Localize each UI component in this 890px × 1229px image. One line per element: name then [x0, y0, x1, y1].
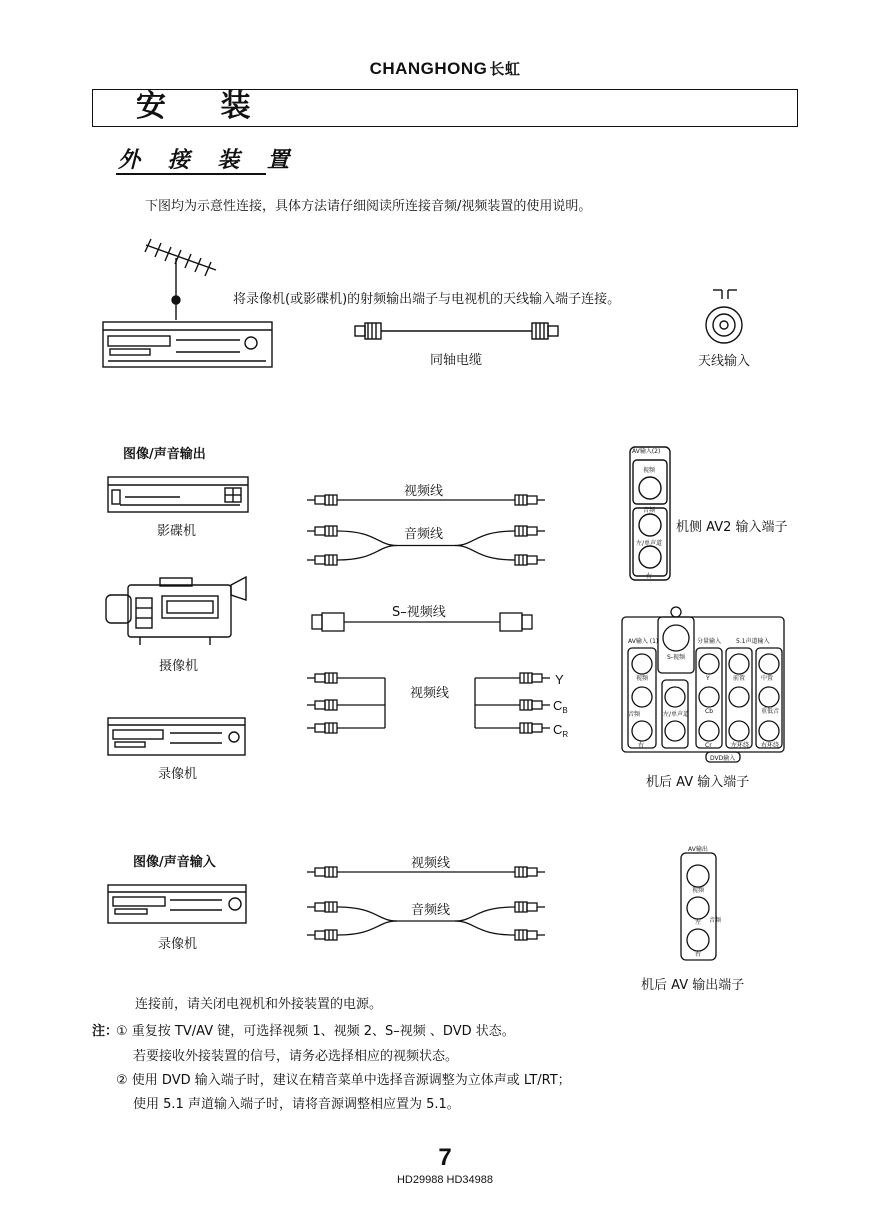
rear-surround-label: 5.1声道输入	[736, 638, 770, 645]
vcr-icon-input	[108, 885, 246, 923]
audio-cable-r1-grip	[515, 526, 527, 536]
video-cable-left-body	[315, 496, 325, 504]
component-right-1-body	[532, 701, 542, 709]
in-video-cable-right-grip	[515, 867, 527, 877]
video-cable-label: 视频线	[404, 484, 444, 499]
section-title: 安 装	[136, 89, 273, 124]
dvd-player-label: 影碟机	[157, 524, 197, 539]
antenna-input-label: 天线输入	[698, 354, 751, 369]
component-left-1-grip	[325, 700, 337, 710]
rear-surl-label: 左环绕	[731, 742, 750, 749]
rear-av1-label: AV输入 (1)	[628, 638, 659, 645]
rear-lr-label: 左/单声道	[663, 711, 690, 718]
note-2b: 使用 5.1 声道输入端子时，请将音源调整相应置为 5.1。	[133, 1097, 460, 1112]
out-panel-header: AV输出	[688, 846, 708, 853]
rear-surr-label: 右环绕	[761, 742, 780, 749]
audio-cable-l2-grip	[325, 555, 337, 565]
component-left-1-body	[315, 701, 325, 709]
av-input-heading: 图像/声音输入	[133, 855, 216, 870]
in-audio-cable-r2-grip	[515, 930, 527, 940]
audio-cable-r2-grip	[515, 555, 527, 565]
side-panel-right: 右	[646, 573, 653, 580]
side-av2-label: 机侧 AV2 输入端子	[676, 520, 788, 535]
av-cables	[307, 495, 550, 940]
in-audio-cable-wire-l1	[337, 907, 397, 921]
component-left-2-grip	[325, 723, 337, 733]
in-audio-cable-r2-body	[527, 931, 537, 939]
component-marks	[553, 672, 568, 739]
mark-y: Y	[555, 672, 564, 687]
section-subtitle: 外 接 装 置	[118, 148, 299, 173]
mark-cb: $C_B$	[553, 698, 568, 715]
audio-cable-r1-body	[527, 527, 537, 535]
component-left-2-body	[315, 724, 325, 732]
rear-audio-label: 音频	[628, 711, 641, 718]
input-audio-cable-label: 音频线	[411, 903, 451, 918]
dvd-player-icon	[108, 477, 248, 512]
vcr-input-label: 录像机	[158, 937, 198, 952]
rear-heavy-label: 重低音	[761, 708, 780, 715]
side-panel-header: AV输入(2)	[632, 448, 661, 455]
note-2: ② 使用 DVD 输入端子时，建议在精音菜单中选择音源调整为立体声或 LT/RT；	[116, 1073, 571, 1088]
note-label: 注：	[92, 1024, 119, 1039]
antenna-input-icon	[706, 290, 742, 343]
antenna-instruction: 将录像机(或影碟机)的射频输出端子与电视机的天线输入端子连接。	[233, 292, 621, 307]
rear-av-input-panel	[622, 607, 784, 762]
out-panel-audio: 音频	[709, 917, 722, 924]
camcorder-icon	[106, 577, 246, 645]
component-right-0-grip	[520, 673, 532, 683]
in-audio-cable-l1-body	[315, 903, 325, 911]
side-panel-video: 视频	[643, 467, 656, 474]
rear-front-label: 前置	[733, 675, 746, 682]
page-number: 7	[438, 1144, 452, 1171]
in-audio-cable-l2-grip	[325, 930, 337, 940]
in-video-cable-left-grip	[325, 867, 337, 877]
svideo-plug-right-tip	[522, 615, 532, 629]
rear-av-output-label: 机后 AV 输出端子	[641, 978, 745, 993]
component-right-0-body	[532, 674, 542, 682]
component-left-0-grip	[325, 673, 337, 683]
note-1: ① 重复按 TV/AV 键，可选择视频 1、视频 2、S–视频 、DVD 状态。	[116, 1024, 515, 1039]
rear-av-input-label: 机后 AV 输入端子	[646, 775, 750, 790]
vcr-output-label: 录像机	[158, 767, 198, 782]
vcr-icon-output	[108, 718, 245, 755]
note-1b: 若要接收外接装置的信号，请务必选择相应的视频状态。	[133, 1049, 459, 1064]
audio-cable-label: 音频线	[404, 527, 444, 542]
rear-video-label: 视频	[636, 675, 649, 682]
in-audio-cable-wire-l2	[337, 921, 397, 935]
brand-name-cn: 长虹	[489, 61, 521, 78]
in-audio-cable-wire-r1	[455, 907, 515, 921]
in-audio-cable-l2-body	[315, 931, 325, 939]
svideo-plug-left-body	[322, 613, 344, 631]
audio-cable-wire-r2	[455, 546, 515, 561]
audio-cable-wire-l2	[337, 546, 397, 561]
rear-component-label: 分量输入	[697, 638, 722, 645]
audio-cable-r2-body	[527, 556, 537, 564]
rear-av-output-panel	[681, 853, 716, 960]
rear-dvd-label: DVD输入	[710, 755, 736, 762]
component-right-2-grip	[520, 723, 532, 733]
svideo-cable-label: S–视频线	[392, 605, 446, 620]
component-left-0-body	[315, 674, 325, 682]
mark-cr: $C_R$	[553, 722, 569, 739]
audio-cable-wire-r1	[455, 531, 515, 546]
component-right-1-grip	[520, 700, 532, 710]
out-panel-labels	[688, 845, 722, 958]
side-panel-audio: 音频	[643, 507, 656, 514]
side-panel-lr: 左/单声道	[636, 540, 663, 547]
audio-cable-l2-body	[315, 556, 325, 564]
antenna-icon	[145, 239, 216, 320]
input-video-cable-label: 视频线	[411, 856, 451, 871]
video-cable-right-grip	[515, 495, 527, 505]
side-panel-labels	[632, 447, 662, 580]
model-numbers: HD29988 HD34988	[396, 1174, 493, 1186]
rear-cr-label: Cr	[705, 742, 712, 749]
out-panel-left: 左	[695, 919, 702, 926]
in-video-cable-right-body	[527, 868, 537, 876]
rear-right-label: 右	[638, 742, 645, 749]
rear-center-label: 中置	[761, 675, 774, 682]
audio-cable-wire-l1	[337, 531, 397, 546]
component-cable-label: 视频线	[410, 686, 450, 701]
in-audio-cable-r1-grip	[515, 902, 527, 912]
coaxial-cable-label: 同轴电缆	[430, 353, 483, 368]
vcr-icon-antenna	[103, 322, 272, 367]
out-panel-video: 视频	[692, 887, 705, 894]
rear-svideo-label: S-视频	[667, 654, 685, 661]
component-right-2-body	[532, 724, 542, 732]
out-panel-right: 右	[695, 951, 702, 958]
audio-cable-l1-grip	[325, 526, 337, 536]
rear-y-label: Y	[706, 675, 710, 682]
power-note: 连接前，请关闭电视机和外接装置的电源。	[135, 997, 383, 1012]
brand-name-en: CHANGHONG	[369, 59, 488, 78]
intro-text: 下图均为示意性连接，具体方法请仔细阅读所连接音频/视频装置的使用说明。	[145, 199, 592, 214]
camcorder-label: 摄像机	[159, 659, 199, 674]
av-output-heading: 图像/声音输出	[123, 447, 206, 462]
in-audio-cable-wire-r2	[455, 921, 515, 935]
rear-cb-label: Cb	[705, 708, 713, 715]
in-video-cable-left-body	[315, 868, 325, 876]
in-audio-cable-l1-grip	[325, 902, 337, 912]
in-audio-cable-r1-body	[527, 903, 537, 911]
audio-cable-l1-body	[315, 527, 325, 535]
video-cable-right-body	[527, 496, 537, 504]
svideo-plug-left-tip	[312, 615, 322, 629]
video-cable-left-grip	[325, 495, 337, 505]
coaxial-cable-icon	[355, 323, 558, 339]
svideo-plug-right-body	[500, 613, 522, 631]
